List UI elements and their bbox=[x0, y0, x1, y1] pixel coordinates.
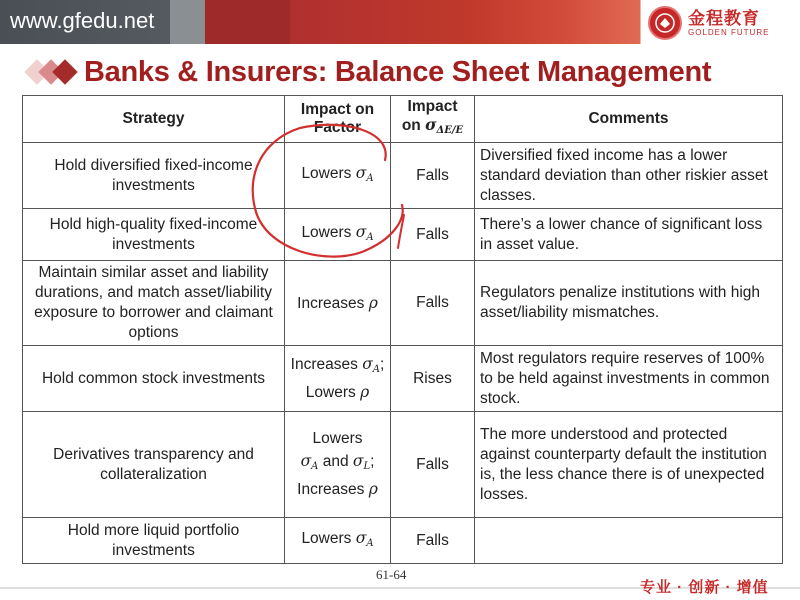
table-row bbox=[23, 518, 783, 564]
factor-text: Increases bbox=[290, 356, 363, 373]
header-equity-sub: ΔE/E bbox=[436, 125, 464, 136]
strategy-cell: Hold more liquid portfolio investments bbox=[23, 518, 285, 564]
header-comments: Comments bbox=[475, 96, 783, 143]
factor-symbol: ρ bbox=[368, 293, 378, 312]
strategy-cell: Hold diversified fixed-income investments bbox=[23, 143, 285, 209]
logo-text bbox=[688, 9, 769, 37]
factor-text: Lowers bbox=[312, 430, 363, 447]
table-header-row bbox=[23, 96, 783, 143]
impact-equity-cell: Falls bbox=[391, 412, 475, 518]
title-diamond-icon bbox=[24, 55, 80, 89]
comments-cell: Regulators penalize institutions with high asset/liability mismatches. bbox=[475, 261, 783, 346]
factor-text: Lowers bbox=[301, 223, 356, 241]
impact-factor-cell bbox=[285, 518, 391, 564]
table-row bbox=[23, 412, 783, 518]
header-impact-factor: Impact on Factor bbox=[285, 96, 391, 143]
impact-equity-cell: Rises bbox=[391, 346, 475, 412]
logo-name-en: GOLDEN FUTURE bbox=[688, 28, 770, 37]
strategy-table bbox=[22, 95, 783, 564]
factor-text: ; bbox=[380, 356, 385, 373]
factor-subscript: A bbox=[372, 364, 381, 375]
header-impact-equity bbox=[391, 96, 475, 143]
header-impact-equity-prefix: Impact on bbox=[401, 98, 458, 134]
impact-factor-cell bbox=[285, 412, 391, 518]
factor-subscript: A bbox=[366, 172, 374, 184]
header-equity-symbol: σ bbox=[425, 115, 437, 134]
factor-symbol: σ bbox=[352, 452, 364, 470]
impact-factor-cell bbox=[285, 346, 391, 412]
brand-logo bbox=[648, 4, 796, 42]
factor-symbol: σ bbox=[355, 528, 367, 547]
title-row bbox=[24, 52, 711, 92]
comments-cell: The more understood and protected against counterparty default the institution is, the less chance there is of unexpected losses. bbox=[475, 412, 783, 518]
footer-slogan: 专业 · 创新 · 增值 bbox=[640, 579, 769, 596]
impact-equity-cell: Falls bbox=[391, 518, 475, 564]
factor-text: ; bbox=[370, 453, 375, 470]
factor-text: Increases bbox=[297, 294, 369, 312]
factor-symbol: σ bbox=[300, 452, 312, 470]
page-number: 61-64 bbox=[376, 567, 407, 582]
comments-cell: Diversified fixed income has a lower standard deviation than other riskier asset classes. bbox=[475, 143, 783, 209]
strategy-cell: Hold common stock investments bbox=[23, 346, 285, 412]
factor-text: Lowers bbox=[305, 384, 361, 401]
slide-title: Banks & Insurers: Balance Sheet Management bbox=[84, 55, 712, 88]
table-row bbox=[23, 143, 783, 209]
factor-symbol: ρ bbox=[368, 480, 378, 498]
factor-text: Lowers bbox=[301, 164, 356, 182]
factor-subscript: A bbox=[311, 461, 319, 472]
table-row bbox=[23, 209, 783, 261]
factor-symbol: σ bbox=[355, 222, 367, 241]
impact-factor-cell bbox=[285, 143, 391, 209]
factor-text: and bbox=[318, 453, 353, 470]
table-row bbox=[23, 346, 783, 412]
impact-factor-cell bbox=[285, 209, 391, 261]
comments-cell: Most regulators require reserves of 100% to be held against investments in common stock. bbox=[475, 346, 783, 412]
factor-subscript: L bbox=[363, 461, 371, 472]
strategy-cell: Hold high-quality fixed-income investments bbox=[23, 209, 285, 261]
factor-symbol: σ bbox=[355, 163, 367, 182]
strategy-cell: Derivatives transparency and collateralization bbox=[23, 412, 285, 518]
logo-name-cn: 金程教育 bbox=[688, 9, 760, 28]
impact-equity-cell: Falls bbox=[391, 209, 475, 261]
header-strategy: Strategy bbox=[23, 96, 285, 143]
header-bar bbox=[0, 0, 800, 44]
site-url[interactable]: www.gfedu.net bbox=[10, 8, 155, 33]
factor-text: Lowers bbox=[301, 529, 356, 547]
impact-equity-cell: Falls bbox=[391, 143, 475, 209]
factor-subscript: A bbox=[366, 537, 374, 549]
comments-cell: There’s a lower chance of significant loss in asset value. bbox=[475, 209, 783, 261]
impact-equity-cell: Falls bbox=[391, 261, 475, 346]
factor-text: Increases bbox=[297, 481, 369, 498]
factor-symbol: ρ bbox=[360, 383, 370, 401]
impact-factor-cell bbox=[285, 261, 391, 346]
table-row bbox=[23, 261, 783, 346]
comments-cell bbox=[475, 518, 783, 564]
strategy-cell: Maintain similar asset and liability durations, and match asset/liability exposure to borrower and claimant options bbox=[23, 261, 285, 346]
factor-symbol: σ bbox=[362, 355, 373, 373]
factor-subscript: A bbox=[366, 231, 374, 243]
logo-seal-icon bbox=[648, 6, 682, 40]
